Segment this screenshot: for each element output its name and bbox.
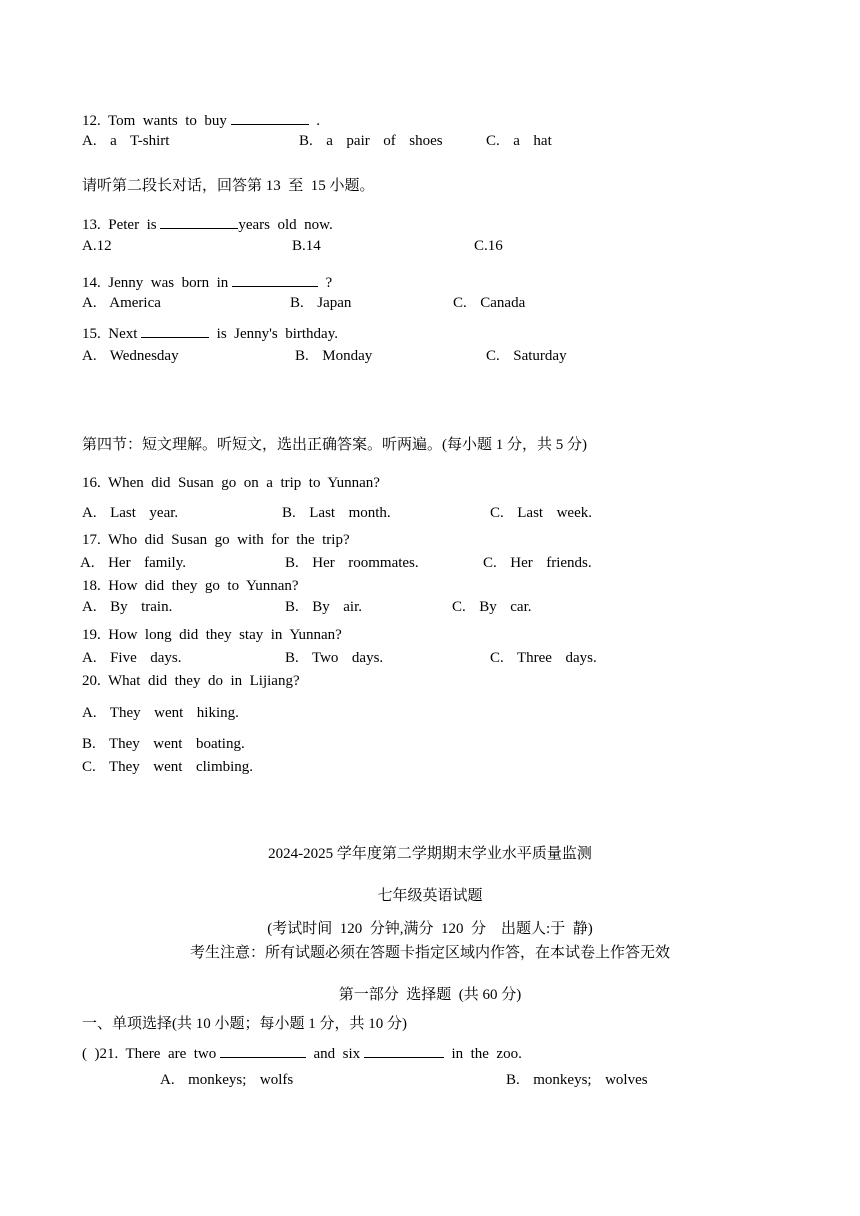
question-21 bbox=[82, 1043, 522, 1064]
option-c: C. Her friends. bbox=[483, 555, 592, 571]
option-b: B. Japan bbox=[290, 295, 352, 311]
answer-blank bbox=[160, 214, 238, 229]
question-19: 19. How long did they stay in Yunnan? bbox=[82, 627, 342, 643]
answer-blank bbox=[231, 110, 309, 125]
question-16: 16. When did Susan go on a trip to Yunnan? bbox=[82, 475, 380, 491]
exam-info: (考试时间 120 分钟,满分 120 分 出题人:于 静) bbox=[267, 921, 593, 937]
option-a: A. Last year. bbox=[82, 505, 179, 521]
question-text: years old now. bbox=[238, 217, 333, 233]
question-text: 13. Peter is bbox=[82, 217, 161, 233]
question-12 bbox=[82, 110, 320, 131]
question-text: in the zoo. bbox=[443, 1046, 522, 1062]
option-b: B. monkeys; wolves bbox=[506, 1072, 648, 1088]
exam-title: 2024-2025 学年度第二学期期末学业水平质量监测 bbox=[268, 846, 592, 862]
option-a: A. monkeys; wolfs bbox=[160, 1072, 294, 1088]
option-c: C. Three days. bbox=[490, 650, 597, 666]
option-b: B. By air. bbox=[285, 599, 363, 615]
question-text: 12. Tom wants to buy bbox=[82, 113, 231, 129]
instruction-dialogue-2: 请听第二段长对话，回答第 13 至 15 小题。 bbox=[82, 178, 375, 194]
question-text: ? bbox=[318, 275, 333, 291]
option-a: A. Her family. bbox=[80, 555, 186, 571]
exam-notice: 考生注意：所有试题必须在答题卡指定区域内作答，在本试卷上作答无效 bbox=[189, 945, 670, 961]
section-4-heading: 第四节：短文理解。听短文，选出正确答案。听两遍。(每小题 1 分，共 5 分) bbox=[82, 437, 587, 453]
option-c: C. Saturday bbox=[486, 348, 567, 364]
answer-blank bbox=[141, 323, 209, 338]
section-1-heading: 一、单项选择(共 10 小题；每小题 1 分，共 10 分) bbox=[82, 1016, 407, 1032]
option-c: C. Last week. bbox=[490, 505, 592, 521]
exam-subtitle: 七年级英语试题 bbox=[377, 888, 483, 904]
option-c: C. Canada bbox=[453, 295, 526, 311]
option-b: B. a pair of shoes bbox=[299, 133, 443, 149]
answer-blank bbox=[220, 1043, 306, 1058]
option-b: B. They went boating. bbox=[82, 736, 245, 752]
option-a: A.12 bbox=[82, 238, 112, 254]
question-17: 17. Who did Susan go with for the trip? bbox=[82, 532, 350, 548]
answer-paren: ( )21. bbox=[82, 1046, 119, 1062]
option-b: B. Her roommates. bbox=[285, 555, 419, 571]
option-b: B. Monday bbox=[295, 348, 373, 364]
option-b: B.14 bbox=[292, 238, 321, 254]
option-a: A. a T-shirt bbox=[82, 133, 170, 149]
option-c: C. a hat bbox=[486, 133, 552, 149]
option-a: A. Wednesday bbox=[82, 348, 179, 364]
option-c: C. By car. bbox=[452, 599, 532, 615]
option-a: A. They went hiking. bbox=[82, 705, 239, 721]
option-c: C. They went climbing. bbox=[82, 759, 254, 775]
option-b: B. Last month. bbox=[282, 505, 391, 521]
question-text: . bbox=[308, 113, 320, 129]
question-18: 18. How did they go to Yunnan? bbox=[82, 578, 299, 594]
question-text: 14. Jenny was born in bbox=[82, 275, 232, 291]
question-text: 15. Next bbox=[82, 326, 142, 342]
question-20: 20. What did they do in Lijiang? bbox=[82, 673, 300, 689]
answer-blank bbox=[364, 1043, 444, 1058]
answer-blank bbox=[232, 272, 318, 287]
option-c: C.16 bbox=[474, 238, 503, 254]
option-a: A. America bbox=[82, 295, 161, 311]
part-1-heading: 第一部分 选择题 (共 60 分) bbox=[338, 987, 522, 1003]
option-b: B. Two days. bbox=[285, 650, 384, 666]
question-14 bbox=[82, 272, 332, 293]
option-a: A. Five days. bbox=[82, 650, 182, 666]
option-a: A. By train. bbox=[82, 599, 173, 615]
question-15 bbox=[82, 323, 338, 344]
question-text: is Jenny's birthday. bbox=[209, 326, 338, 342]
question-13 bbox=[82, 214, 333, 235]
question-text: There are two bbox=[118, 1046, 221, 1062]
question-text: and six bbox=[306, 1046, 364, 1062]
